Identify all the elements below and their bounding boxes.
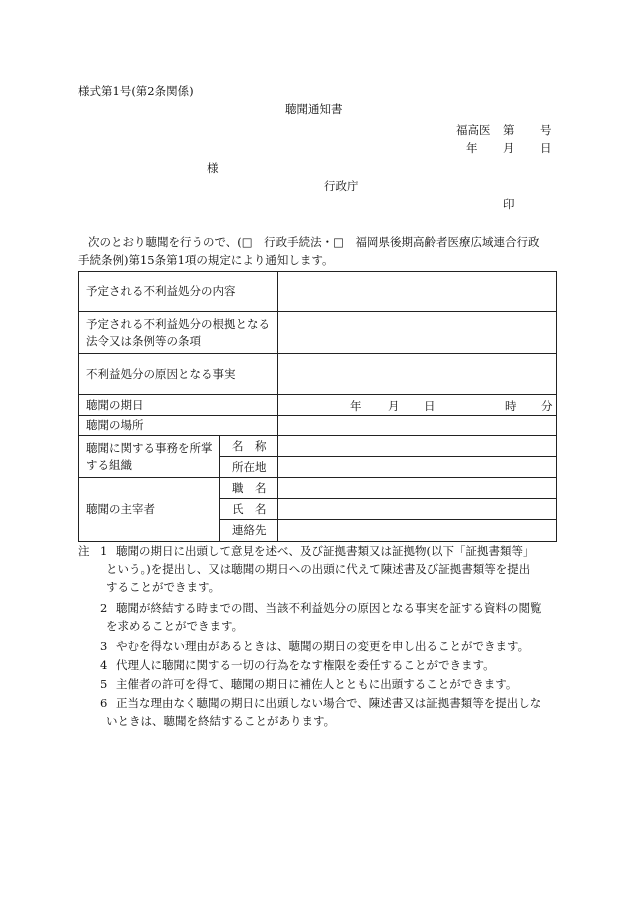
table-row [79,312,557,354]
label-organization-line2: する組織 [86,457,132,472]
value-hearing-place[interactable] [278,416,557,436]
label-presiding-officer: 聴聞の主宰者 [79,478,220,542]
table-row [79,436,557,457]
table-row [79,478,557,499]
date-month: 月 [503,141,515,155]
form-number: 様式第1号(第2条関係) [78,84,194,98]
reference-go: 号 [540,123,552,137]
label-hearing-place: 聴聞の場所 [79,416,278,436]
hearing-date-year: 年 [350,399,362,413]
note-2-line-2: を求めることができます。 [106,619,244,633]
note-6-line-1: 正当な理由なく聴聞の期日に出頭しない場合で、陳述書又は証拠書類等を提出しな [116,696,542,710]
label-legal-basis-line2: 法令又は条例等の条項 [86,333,201,348]
value-hearing-date[interactable] [278,395,557,416]
label-officer-contact: 連絡先 [220,520,278,542]
label-org-address: 所在地 [220,457,278,478]
body-line-2: 手続条例)第15条第1項の規定により通知します。 [78,253,334,267]
label-hearing-date: 聴聞の期日 [79,395,278,416]
label-organization [79,436,220,478]
table-row [79,416,557,436]
hearing-date-day: 日 [424,399,436,413]
table-row [79,354,557,395]
value-org-address[interactable] [278,457,557,478]
hearing-date-month: 月 [388,399,400,413]
note-1-line-2: という。)を提出し、又は聴聞の期日への出頭に代えて陳述書及び証拠書類等を提出 [106,562,531,576]
date-day: 日 [540,141,552,155]
note-2-number: 2 [100,601,108,615]
label-cause-facts: 不利益処分の原因となる事実 [79,354,278,395]
note-6-number: 6 [100,696,108,710]
seal-mark: 印 [503,197,515,211]
value-officer-title[interactable] [278,478,557,499]
note-6-line-2: いときは、聴聞を終結することがあります。 [106,714,336,728]
value-officer-contact[interactable] [278,520,557,542]
note-4-line-1: 代理人に聴聞に関する一切の行為をなす権限を委任することができます。 [116,658,495,672]
note-4-number: 4 [100,658,108,672]
label-org-name: 名 称 [220,436,278,457]
hearing-date-hour: 時 [505,399,517,413]
note-1-line-3: することができます。 [106,580,221,594]
hearing-info-table [78,271,557,542]
note-5-line-1: 主催者の許可を得て、聴聞の期日に補佐人とともに出頭することができます。 [116,677,518,691]
notes-label: 注 [78,544,90,558]
note-3-line-1: やむを得ない理由があるときは、聴聞の期日の変更を申し出ることができます。 [116,639,530,653]
label-legal-basis [79,312,278,354]
note-1-number: 1 [100,544,108,558]
table-row [79,272,557,312]
note-1-line-1: 聴聞の期日に出頭して意見を述べ、及び証拠書類又は証拠物(以下「証拠書類等」 [116,544,535,558]
label-disposition-content: 予定される不利益処分の内容 [79,272,278,312]
value-disposition-content[interactable] [278,272,557,312]
note-3-number: 3 [100,639,108,653]
table-row [79,395,557,416]
label-officer-title: 職 名 [220,478,278,499]
value-cause-facts[interactable] [278,354,557,395]
value-legal-basis[interactable] [278,312,557,354]
reference-prefix: 福高医 [456,123,491,137]
addressee-suffix: 様 [207,161,219,175]
reference-dai: 第 [503,123,515,137]
hearing-date-minute: 分 [541,399,553,413]
date-year: 年 [466,141,478,155]
value-officer-name[interactable] [278,499,557,520]
issuer-name: 行政庁 [324,179,359,193]
note-2-line-1: 聴聞が終結する時までの間、当該不利益処分の原因となる事実を証する資料の閲覧 [116,601,542,615]
document-title: 聴聞通知書 [285,102,343,116]
label-legal-basis-line1: 予定される不利益処分の根拠となる [86,316,270,331]
label-officer-name: 氏 名 [220,499,278,520]
value-org-name[interactable] [278,436,557,457]
label-organization-line1: 聴聞に関する事務を所掌 [86,440,213,455]
body-line-1: 次のとおり聴聞を行うので、(□ 行政手続法・□ 福岡県後期高齢者医療広域連合行政 [88,235,540,249]
note-5-number: 5 [100,677,108,691]
